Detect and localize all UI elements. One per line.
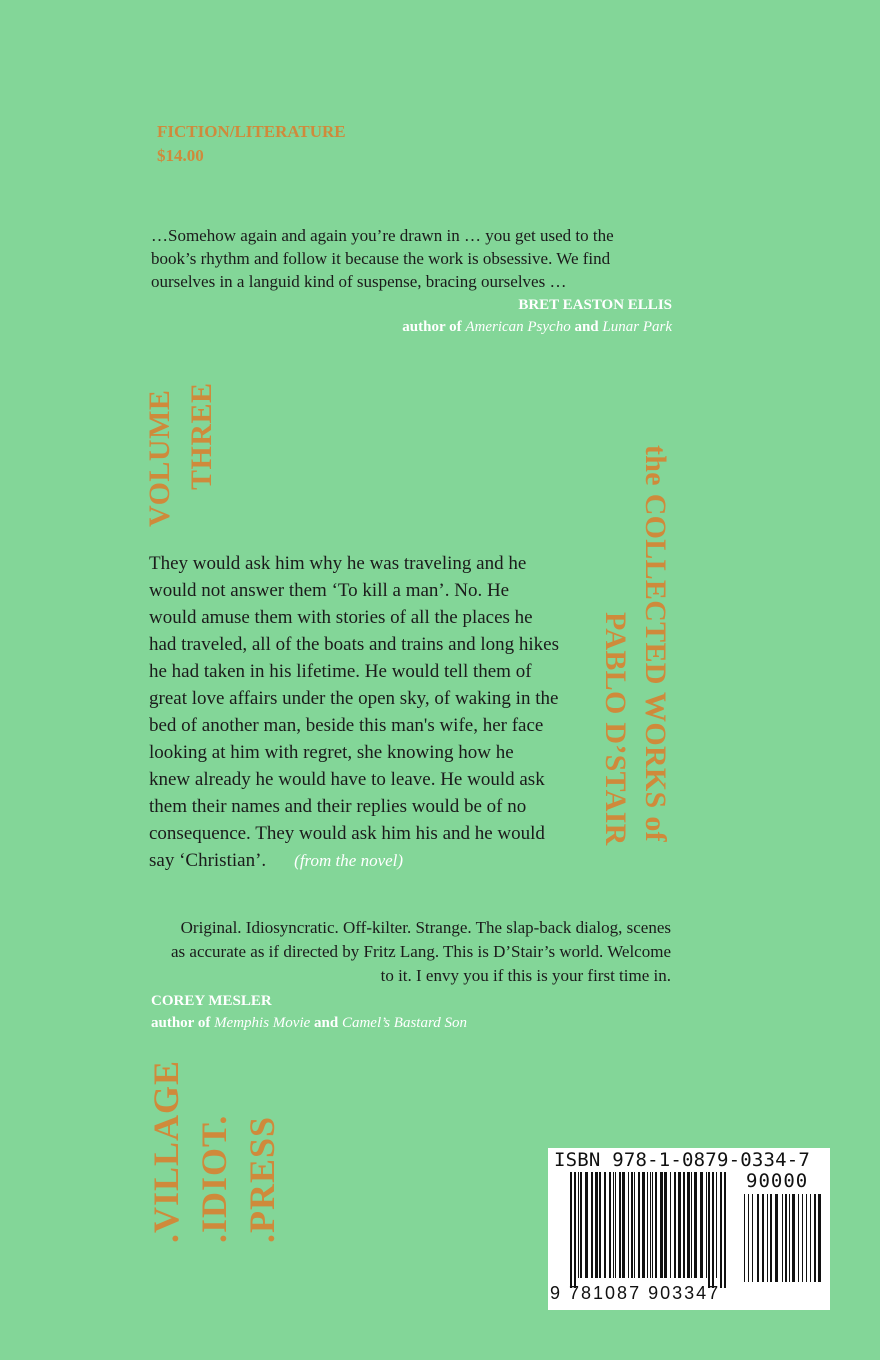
barcode-bar <box>706 1172 707 1278</box>
barcode-bar <box>785 1194 787 1282</box>
barcode-bar <box>660 1172 663 1278</box>
excerpt-line: great love affairs under the open sky, of waking in the <box>149 688 559 709</box>
top-blurb-line: …Somehow again and again you’re drawn in … you get used to the <box>151 226 614 245</box>
barcode-bar <box>767 1194 768 1282</box>
barcode-bar <box>622 1172 625 1278</box>
barcode-bar <box>574 1172 576 1288</box>
barcode-bar <box>604 1172 606 1278</box>
excerpt-line: say ‘Christian’. <box>149 850 267 871</box>
barcode-bar <box>638 1172 640 1278</box>
category-label: FICTION/LITERATURE <box>157 122 346 141</box>
category-block <box>157 120 346 168</box>
barcode-bar <box>818 1194 821 1282</box>
bottom-blurb-credit <box>151 1012 467 1034</box>
barcode-bar <box>810 1194 811 1282</box>
barcode-bar <box>664 1172 667 1278</box>
price-code: 90000 <box>746 1170 809 1192</box>
barcode-digits: 9 781087 903347 <box>550 1283 721 1303</box>
excerpt-line: knew already he would have to leave. He would ask <box>149 769 545 790</box>
top-blurb-line: book’s rhythm and follow it because the work is obsessive. We find <box>151 249 611 268</box>
top-blurb-attribution <box>402 294 672 338</box>
novel-excerpt <box>149 550 589 874</box>
barcode-bar <box>613 1172 614 1278</box>
bottom-blurb-book-title-2: Camel’s Bastard Son <box>341 1015 467 1031</box>
barcode-bar <box>806 1194 807 1282</box>
bottom-blurb-quote <box>151 916 671 988</box>
barcode-bar <box>670 1172 671 1278</box>
barcode-bar <box>652 1172 653 1278</box>
barcode-bar <box>674 1172 676 1278</box>
excerpt-line: would not answer them ‘To kill a man’. No. He <box>149 580 510 601</box>
barcode-bar <box>757 1194 759 1282</box>
top-blurb-quote <box>151 224 681 293</box>
bottom-blurb-line: to it. I envy you if this is your first time in. <box>380 966 671 985</box>
barcode-bar <box>782 1194 783 1282</box>
barcode-bar <box>798 1194 799 1282</box>
barcode-bar <box>762 1194 764 1282</box>
barcode-bar <box>687 1172 690 1278</box>
top-blurb-book-title-1: American Psycho <box>465 319 571 335</box>
volume-word-1: VOLUME <box>143 389 176 527</box>
barcode-bar <box>691 1172 692 1278</box>
barcode-bar <box>580 1172 582 1278</box>
volume-word-2: THREE <box>185 382 218 490</box>
publisher-line-3: .PRESS <box>242 1115 282 1243</box>
excerpt-line: looking at him with regret, she knowing how he <box>149 742 514 763</box>
barcode-bar <box>631 1172 633 1278</box>
bottom-blurb-line: Original. Idiosyncratic. Off-kilter. Strange. The slap-back dialog, scenes <box>180 918 671 937</box>
barcode-bar <box>716 1172 717 1278</box>
barcode-bar <box>650 1172 651 1278</box>
isbn-barcode <box>548 1148 830 1310</box>
barcode-bar <box>628 1172 629 1278</box>
barcode-bar <box>591 1172 593 1278</box>
isbn-label: ISBN 978-1-0879-0334-7 <box>554 1149 811 1171</box>
series-title-line-2: PABLO D’STAIR <box>599 612 632 846</box>
bottom-blurb-line: as accurate as if directed by Fritz Lang. This is D’Stair’s world. Welcome <box>171 942 671 961</box>
price-label: $14.00 <box>157 146 204 165</box>
series-title-line-1: the COLLECTED WORKS of <box>639 445 672 842</box>
barcode-bar <box>615 1172 616 1278</box>
barcode-bar <box>708 1172 710 1288</box>
top-blurb-credit-prefix: author of <box>402 319 466 335</box>
barcode-bar <box>570 1172 572 1288</box>
barcode-bar <box>789 1194 790 1282</box>
barcode-bar <box>744 1194 745 1282</box>
barcode-bar <box>720 1172 722 1288</box>
bottom-blurb-author: COREY MESLER <box>151 993 272 1009</box>
publisher-line-2: .IDIOT. <box>194 1114 234 1243</box>
excerpt-line: he had taken in his lifetime. He would tell them of <box>149 661 532 682</box>
barcode-bar <box>678 1172 681 1278</box>
barcode-bar <box>814 1194 816 1282</box>
barcode-bar <box>595 1172 598 1278</box>
excerpt-line: them their names and their replies would be of no <box>149 796 527 817</box>
barcode-bar <box>642 1172 645 1278</box>
publisher-line-1: .VILLAGE <box>146 1059 186 1243</box>
barcode-bar <box>609 1172 611 1278</box>
top-blurb-author: BRET EASTON ELLIS <box>518 297 672 313</box>
excerpt-line: bed of another man, beside this man's wife, her face <box>149 715 544 736</box>
barcode-bar <box>578 1172 579 1278</box>
bottom-blurb-credit-prefix: author of <box>151 1015 215 1031</box>
top-blurb-line: ourselves in a languid kind of suspense, bracing ourselves … <box>151 272 567 291</box>
excerpt-line: had traveled, all of the boats and trains and long hikes <box>149 634 559 655</box>
excerpt-line: would amuse them with stories of all the places he <box>149 607 533 628</box>
excerpt-line-last <box>149 847 589 874</box>
barcode-bar <box>792 1194 795 1282</box>
barcode-bar <box>694 1172 697 1278</box>
barcode-bar <box>770 1194 772 1282</box>
barcode-bar <box>775 1194 778 1282</box>
top-blurb-credit <box>402 316 672 338</box>
top-blurb-credit-join: and <box>570 319 603 335</box>
barcode-bar <box>700 1172 703 1278</box>
barcode-bar <box>724 1172 726 1288</box>
barcode-bar <box>585 1172 588 1278</box>
barcode-bar <box>802 1194 803 1282</box>
barcode-bar <box>655 1172 657 1278</box>
barcode-bar <box>647 1172 648 1278</box>
bottom-blurb-book-title-1: Memphis Movie <box>214 1015 311 1031</box>
bottom-blurb-credit-join: and <box>310 1015 342 1031</box>
excerpt-line: consequence. They would ask him his and he would <box>149 823 545 844</box>
excerpt-source: (from the novel) <box>294 851 404 870</box>
barcode-bar <box>683 1172 685 1278</box>
barcode-bar <box>752 1194 753 1282</box>
barcode-bar <box>619 1172 621 1278</box>
excerpt-line: They would ask him why he was traveling and he <box>149 553 527 574</box>
barcode-bar <box>634 1172 635 1278</box>
barcode-bar <box>712 1172 714 1288</box>
barcode-bar <box>599 1172 601 1278</box>
top-blurb-book-title-2: Lunar Park <box>602 319 672 335</box>
bottom-blurb-attribution <box>151 990 467 1034</box>
barcode-bar <box>748 1194 749 1282</box>
